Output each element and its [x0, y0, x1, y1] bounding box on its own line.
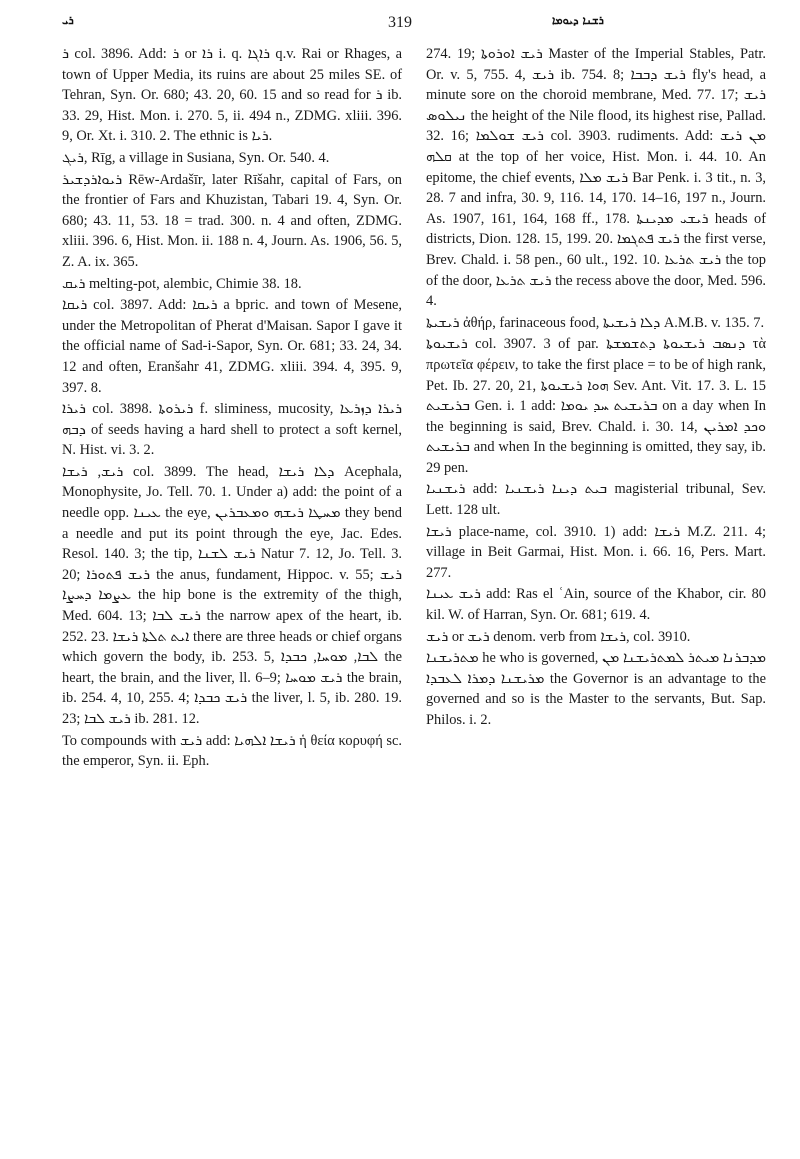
running-header [0, 14, 800, 40]
entry-rai: ܪ col. 3896. Add: ܪ or ܪܐ i. q. ܪܐܓܐ q.v. Rai or Rhages, a town of Upper Media, its ruins are about 25 miles SE. of Tehran, Syn. Or. 680; 43. 20, 60. 15 and so read for ܪ ib. 33. 29, Hist. Mon. i. 270. 5, ii. 494 n., ZDMG. xliii. 396. 9, Or. Xt. i. 310. 2. The ethnic is ܪܝܐ. [62, 46, 403, 145]
entry-resh: ܪܝܫ, ܪܝܫܐ col. 3899. The head, ܕܠܐ ܪܝܫܐ Acephala, Monophysite, Jo. Tell. 70. 1. Under a) add: the point of a needle opp. ܥܝܢܐ the eye, ܡܚܛܐ ܪܝܫܗ ܘܡܥܒܪܝܢ they bend a needle and put its point through the eye, Jac. Edes. Resol. 140. 3; the tip, ܪܝܫ ܠܫܢܐ Natur 7. 12, Jo. Tell. 3. 20; ܪܝܫ ܦܬܘܪܐ the anus, fundament, Hippoc. v. 55; ܪܝܫ ܥܨܡܐ ܕܚܨܐ the hip bone is the extremity of the thigh, Med. 604. 13; ܪܝܫ ܠܒܐ the narrow apex of the heart, ib. 252. 23. ܐܝܬ ܬܠܬܐ ܪܝܫܐ there are three heads or chief organs which govern the body, ib. 253. 5, ܠܒܐ, ܡܘܚܐ, ܟܒܕܐ the heart, the brain, and the liver, ll. 6–9; ܪܝܫ ܡܘܚܐ the brain, ib. 254. 4, 10, 255. 4; ܪܝܫ ܟܒܕܐ the liver, l. 5, ib. 280. 19. 23; ܪܝܫ ܠܒܐ ib. 281. 12. [62, 463, 403, 727]
entry-compounds: To compounds with ܪܝܫ add: ܪܝܫܐ ܐܠܗܝܐ ἡ θεία κορυφή sc. the emperor, Syn. ii. Eph. [62, 732, 402, 770]
right-column [426, 44, 766, 732]
entry-reshiuta: ܪܝܫܝܘܬܐ col. 3907. 3 of par. ܕܢܣܒ ܪܝܫܝܘܬܐ ܕܬܫܡܫܬܐ τὰ πρωτεῖα φέρειν, to take the first place = to be of high rank, Pet. Ib. 27. 20, 21, ܗܘܐ ܪܝܫܝܘܬܐ Sev. Ant. Vit. 17. 3. L. 15 ܒܪܝܫܝܬ Gen. i. 1 add: ܒܪܝܫܝܬ ܚܕ ܝܘܡܐ on a day when In the beginning is said, Brev. Chald. i. 30. 14, ܘܟܕ ܐܡܪܝܢ ܒܪܝܫܝܬ and when In the beginning is omitted, they say, ib. 29 pen. [426, 336, 766, 476]
entry-denom-verb: ܪܝܫ or ܪܝܫ denom. verb from ܪܝܫܐ, col. 3910. [426, 628, 691, 645]
entry-ras-el-ain: ܪܝܫ ܥܝܢܐ add: Ras el ʿAin, source of the Khabor, cir. 80 kil. W. of Harran, Syn. Or. 681; 619. 4. [426, 586, 766, 624]
entry-rig: ܪܝܓ, Rīg, a village in Susiana, Syn. Or. 540. 4. [62, 149, 330, 166]
header-left-syriac: ܪܝ [62, 14, 74, 27]
entry-rira: ܪܝܪܐ col. 3898. ܪܝܪܘܬܐ f. sliminess, mucosity, ܪܝܪܐ ܕܙܪܥܐ ܕܒܗ of seeds having a hard shell to protect a soft kernel, N. Hist. vi. 3. 2. [62, 401, 402, 459]
entry-athera: ܪܝܫܝܬܐ ἀθήρ, farinaceous food, ܕܠܐ ܪܝܫܝܬܐ A.M.B. v. 135. 7. [426, 314, 765, 331]
entry-melting-pot: ܪܝܩ melting-pot, alembic, Chimie 38. 18. [62, 275, 302, 292]
entry-rew-ardashir: ܪܝܘܐܪܕܫܝܪ Rēw-Ardašīr, later Rīšahr, capital of Fars, on the frontier of Fars and Khuzistan, Tabari 19. 4, Syn. Or. 680; 43. 11, 53. 18 = trad. 300. n. 4 and often, ZDMG. xliii. 396. 6, Hist. Mon. ii. 188 n. 4, Journ. As. 1906, 56. 5, Z. A. ix. 365. [62, 171, 402, 270]
header-right-syriac: ܪܫܢܐ ܕܝܘܡܐ [552, 14, 604, 27]
entry-riqa: ܪܝܩܐ col. 3897. Add: ܪܝܩܐ a bpric. and town of Mesene, under the Metropolitan of Pherat d'Maisan. Sapor I gave it the official name of Sad-i-Sapor, Syn. Or. 681; 33. 24, 34. 12 and often, Eranšahr 41, ZDMG. xliii. 394. 4, 395. 9, 397. 8. [62, 297, 402, 396]
entry-reshnaya: ܪܝܫܢܝܐ add: ܒܝܬ ܕܝܢܐ ܪܝܫܢܝܐ magisterial tribunal, Sev. Lett. 128 ult. [426, 481, 766, 519]
page-number: 319 [388, 14, 412, 31]
entry-resha-place: ܪܝܫܐ place-name, col. 3910. 1) add: ܪܝܫܐ M.Z. 211. 4; village in Beit Garmai, Hist. Mon. i. 66. 16, Pers. Mart. 277. [426, 523, 766, 581]
left-column [62, 44, 402, 773]
entry-governed: ܡܬܪܝܫܢܐ he who is governed, ܡܕܒܪܢܐ ܡܝܬܪ ܠܡܬܪܝܫܢܐ ܡܢ ܡܪܝܫܢܐ ܕܡܪܐ ܠܥܒܕܐ the Governor is an advantage to the governed and so is the Master to the servants, But. Sap. Philos. i. 2. [426, 650, 766, 728]
entry-resh-continued: 274. 19; ܪܝܫ ܐܘܪܘܬܐ Master of the Imperial Stables, Patr. Or. v. 5, 755. 4, ܪܝܫ ib. 754. 8; ܪܝܫ ܕܒܒܐ fly's head, a minute sore on the choroid membrane, Med. 77. 17; ܪܝܫ ܢܝܠܘܣ the height of the Nile flood, its highest rise, Pallad. 32. 16; ܪܝܫ ܫܘܠܡܐ col. 3903. rudiments. Add: ܡܢ ܪܝܫ ܩܠܗ at the top of her voice, Hist. Mon. i. 44. 10. An epitome, the chief events, ܪܝܫ ܡܠܐ Bar Penk. i. 3 tit., n. 3, 28. 7 and infra, 30. 9, 116. 14, 170. 14–16, 197 n., Journ. As. 1907, 161, 164, 168 ff., 178. ܪܝܫܝ ܡܕܝܢܬܐ heads of districts, Dion. 128. 15, 199. 20. ܪܝܫ ܦܬܓܡܐ the first verse, Brev. Chald. i. 58 pen., 60 ult., 192. 10. ܪܝܫ ܬܪܥܐ the top of the door, ܪܝܫ ܬܪܥܐ the recess above the door, Med. 596. 4. [426, 46, 767, 310]
